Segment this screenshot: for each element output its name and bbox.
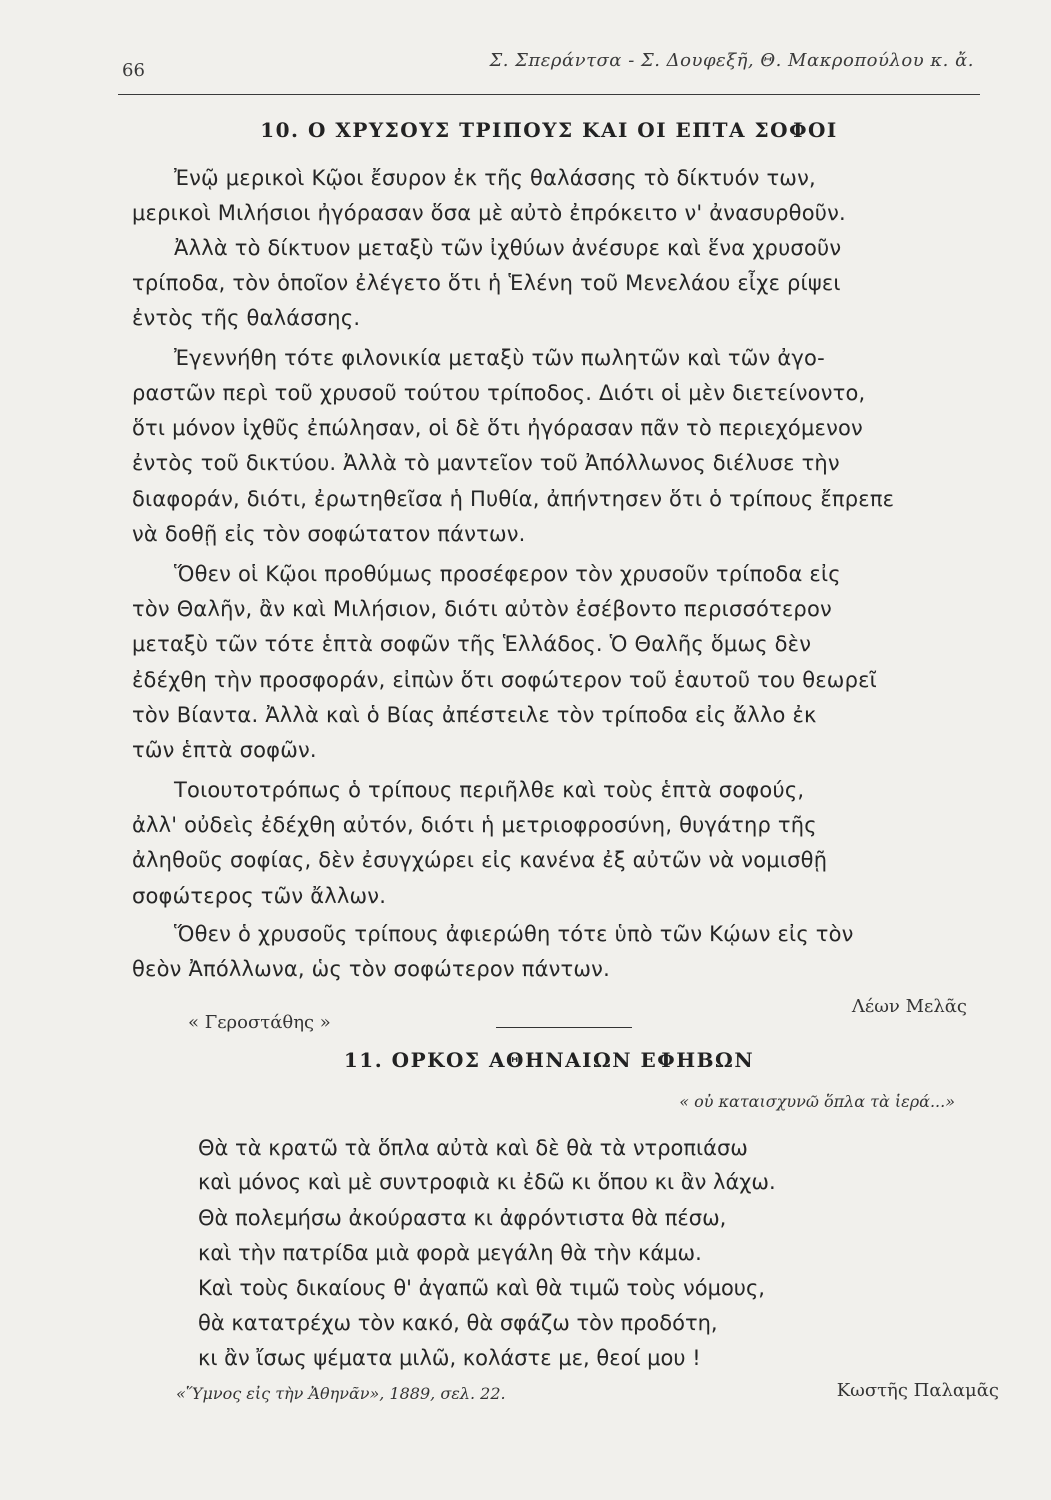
section-10-title: 10. Ο ΧΡΥΣΟΥΣ ΤΡΙΠΟΥΣ ΚΑΙ ΟΙ ΕΠΤΑ ΣΟΦΟΙ	[260, 118, 838, 142]
text-line: νὰ δοθῇ εἰς τὸν σοφώτατον πάντων.	[132, 522, 526, 546]
text-line: σοφώτερος τῶν ἄλλων.	[132, 884, 387, 908]
text-line: θεὸν Ἀπόλλωνα, ὡς τὸν σοφώτερον πάντων.	[132, 957, 610, 981]
text-line: Ἀλλὰ τὸ δίκτυον μεταξὺ τῶν ἰχθύων ἀνέσυρε καὶ ἕνα χρυσοῦν	[174, 236, 842, 260]
section-10-source: « Γεροστάθης »	[188, 1012, 331, 1033]
text-line: Ἐγεννήθη τότε φιλονικία μεταξὺ τῶν πωλητῶν καὶ τῶν ἀγο-	[174, 346, 825, 370]
text-line: τρίποδα, τὸν ὁποῖον ἐλέγετο ὅτι ἡ Ἑλένη τοῦ Μενελάου εἶχε ρίψει	[132, 271, 841, 295]
text-line: ἐδέχθη τὴν προσφοράν, εἰπὼν ὅτι σοφώτερον τοῦ ἑαυτοῦ του θεωρεῖ	[132, 668, 877, 692]
page-number: 66	[122, 60, 145, 81]
section-11-source: «Ὕμνος εἰς τὴν Ἀθηνᾶν», 1889, σελ. 22.	[176, 1384, 506, 1403]
verse-line: Καὶ τοὺς δικαίους θ' ἀγαπῶ καὶ θὰ τιμῶ τοὺς νόμους,	[198, 1276, 765, 1300]
text-line: τῶν ἑπτὰ σοφῶν.	[132, 738, 317, 762]
section-divider	[496, 1027, 632, 1028]
text-line: τὸν Θαλῆν, ἂν καὶ Μιλήσιον, διότι αὐτὸν ἐσέβοντο περισσότερον	[132, 597, 832, 621]
verse-line: Θὰ τὰ κρατῶ τὰ ὅπλα αὐτὰ καὶ δὲ θὰ τὰ ντροπιάσω	[198, 1136, 748, 1160]
verse-line: καὶ τὴν πατρίδα μιὰ φορὰ μεγάλη θὰ τὴν κάμω.	[198, 1241, 702, 1265]
text-line: τὸν Βίαντα. Ἀλλὰ καὶ ὁ Βίας ἀπέστειλε τὸν τρίποδα εἰς ἄλλο ἐκ	[132, 703, 817, 727]
section-10-author: Λέων Μελᾶς	[851, 996, 967, 1017]
verse-line: Θὰ πολεμήσω ἀκούραστα κι ἀφρόντιστα θὰ πέσω,	[198, 1206, 727, 1230]
text-line: ἀληθοῦς σοφίας, δὲν ἐσυγχώρει εἰς κανένα ἐξ αὐτῶν νὰ νομισθῇ	[132, 848, 828, 872]
text-line: Τοιουτοτρόπως ὁ τρίπους περιῆλθε καὶ τοὺς ἑπτὰ σοφούς,	[174, 778, 805, 802]
header-rule	[118, 94, 980, 95]
section-11-title: 11. ΟΡΚΟΣ ΑΘΗΝΑΙΩΝ ΕΦΗΒΩΝ	[343, 1048, 755, 1072]
section-11-epigraph: « οὐ καταισχυνῶ ὅπλα τὰ ἱερά...»	[679, 1092, 955, 1111]
verse-line: θὰ κατατρέχω τὸν κακό, θὰ σφάζω τὸν προδότη,	[198, 1311, 718, 1335]
verse-line: κι ἂν ἴσως ψέματα μιλῶ, κολάστε με, θεοί μου !	[198, 1346, 701, 1370]
section-11-author: Κωστῆς Παλαμᾶς	[836, 1380, 999, 1401]
text-line: ραστῶν περὶ τοῦ χρυσοῦ τούτου τρίποδος. Διότι οἱ μὲν διετείνοντο,	[132, 381, 866, 405]
text-line: μεταξὺ τῶν τότε ἑπτὰ σοφῶν τῆς Ἑλλάδος. Ὁ Θαλῆς ὅμως δὲν	[132, 632, 812, 656]
text-line: μερικοὶ Μιλήσιοι ἠγόρασαν ὅσα μὲ αὐτὸ ἐπρόκειτο ν' ἀνασυρθοῦν.	[132, 201, 846, 225]
text-line: ἀλλ' οὐδεὶς ἐδέχθη αὐτόν, διότι ἡ μετριοφροσύνη, θυγάτηρ τῆς	[132, 813, 817, 837]
text-line: Ἐνῷ μερικοὶ Κῷοι ἔσυρον ἐκ τῆς θαλάσσης τὸ δίκτυόν των,	[174, 166, 816, 190]
text-line: ἐντὸς τῆς θαλάσσης.	[132, 306, 361, 330]
text-line: Ὅθεν οἱ Κῷοι προθύμως προσέφερον τὸν χρυσοῦν τρίποδα εἰς	[174, 562, 841, 586]
running-head: Σ. Σπεράντσα - Σ. Δουφεξῆ, Θ. Μακροπούλου κ. ἄ.	[489, 50, 974, 71]
verse-line: καὶ μόνος καὶ μὲ συντροφιὰ κι ἐδῶ κι ὅπου κι ἂν λάχω.	[198, 1170, 776, 1194]
text-line: διαφοράν, διότι, ἐρωτηθεῖσα ἡ Πυθία, ἀπήντησεν ὅτι ὁ τρίπους ἔπρεπε	[132, 487, 895, 511]
text-line: ὅτι μόνον ἰχθῦς ἐπώλησαν, οἱ δὲ ὅτι ἠγόρασαν πᾶν τὸ περιεχόμενον	[132, 416, 863, 440]
text-line: ἐντὸς τοῦ δικτύου. Ἀλλὰ τὸ μαντεῖον τοῦ Ἀπόλλωνος διέλυσε τὴν	[132, 451, 840, 475]
page-header	[118, 46, 980, 86]
text-line: Ὅθεν ὁ χρυσοῦς τρίπους ἀφιερώθη τότε ὑπὸ τῶν Κῴων εἰς τὸν	[174, 922, 854, 946]
